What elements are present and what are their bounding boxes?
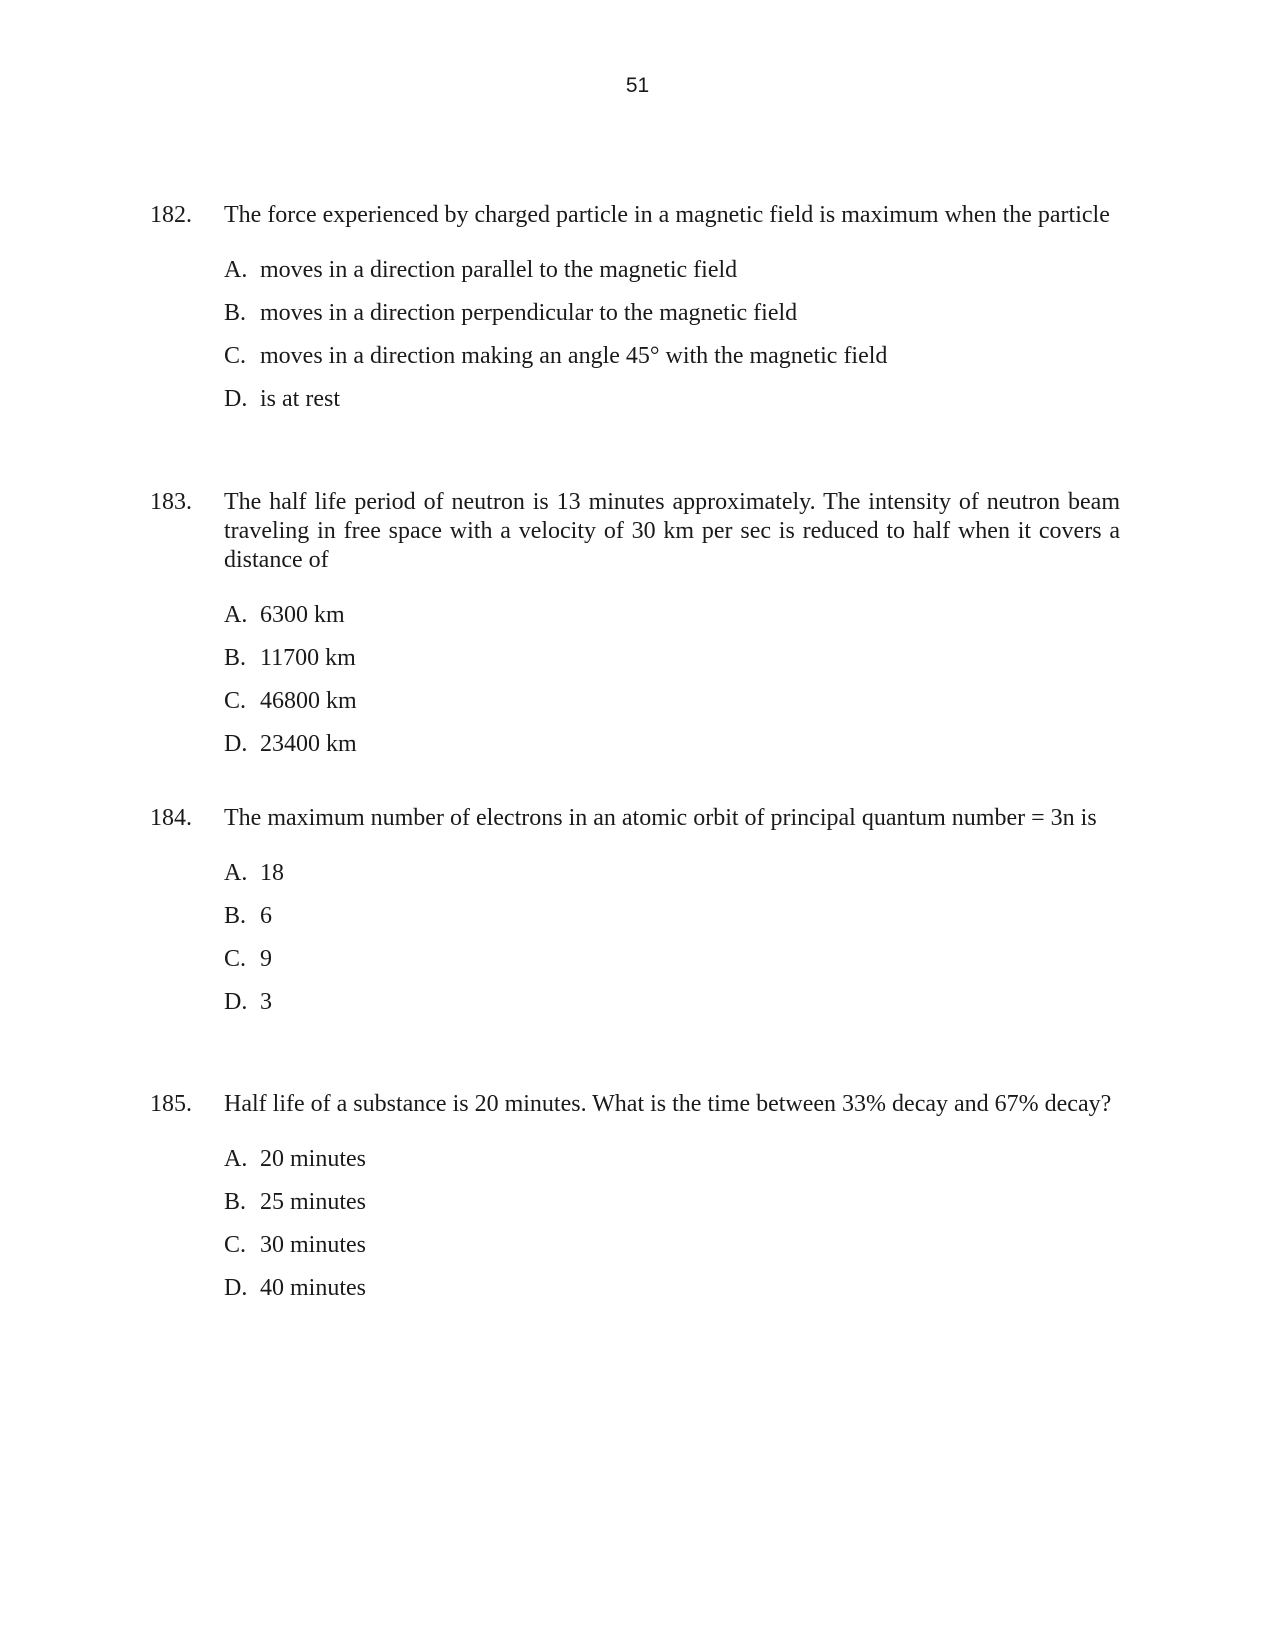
answer-options <box>224 256 1120 414</box>
option-letter: C. <box>224 1232 247 1258</box>
question-182 <box>150 201 1120 428</box>
option-text: 30 minutes <box>260 1232 366 1258</box>
option-text: 46800 km <box>260 688 357 714</box>
question-number: 183. <box>150 489 192 515</box>
option-text: 20 minutes <box>260 1146 366 1172</box>
answer-options <box>224 859 1120 1017</box>
question-text: The half life period of neutron is 13 minutes approximately. The intensity of neutron beam traveling in free space with a velocity of 30 km per sec is reduced to half when it covers a distance of <box>224 489 1120 573</box>
option-text: moves in a direction perpendicular to the magnetic field <box>260 300 798 326</box>
option-text: 40 minutes <box>260 1275 366 1301</box>
option-c <box>224 1231 1120 1260</box>
option-d <box>224 988 1120 1017</box>
question-184 <box>150 804 1120 1031</box>
option-b <box>224 902 1120 931</box>
option-d <box>224 385 1120 414</box>
option-d <box>224 730 1120 759</box>
page-number: 51 <box>625 74 650 97</box>
option-letter: B. <box>224 645 247 671</box>
option-d <box>224 1274 1120 1303</box>
question-number: 182. <box>150 202 192 228</box>
question-183 <box>150 488 1120 773</box>
option-b <box>224 299 1120 328</box>
option-a <box>224 1145 1120 1174</box>
option-letter: B. <box>224 1189 247 1215</box>
option-letter: B. <box>224 300 247 326</box>
question-number: 184. <box>150 805 192 831</box>
option-text: 25 minutes <box>260 1189 366 1215</box>
option-letter: A. <box>224 860 248 886</box>
option-letter: D. <box>224 386 248 412</box>
option-letter: A. <box>224 1146 248 1172</box>
question-text: Half life of a substance is 20 minutes. What is the time between 33% decay and 67% decay? <box>224 1091 1112 1117</box>
option-text: is at rest <box>260 386 340 412</box>
option-letter: A. <box>224 602 248 628</box>
option-text: 3 <box>260 989 272 1015</box>
option-b <box>224 1188 1120 1217</box>
option-letter: B. <box>224 903 247 929</box>
option-text: moves in a direction making an angle 45° with the magnetic field <box>260 343 888 369</box>
option-text: 18 <box>260 860 284 886</box>
option-a <box>224 601 1120 630</box>
option-text: 23400 km <box>260 731 357 757</box>
option-text: 11700 km <box>260 645 356 671</box>
answer-options <box>224 601 1120 759</box>
option-letter: D. <box>224 989 248 1015</box>
option-a <box>224 256 1120 285</box>
option-text: 6 <box>260 903 272 929</box>
option-c <box>224 342 1120 371</box>
option-letter: C. <box>224 946 247 972</box>
option-text: moves in a direction parallel to the magnetic field <box>260 257 738 283</box>
option-letter: D. <box>224 731 248 757</box>
option-letter: C. <box>224 343 247 369</box>
option-text: 9 <box>260 946 272 972</box>
question-185 <box>150 1090 1120 1317</box>
option-c <box>224 687 1120 716</box>
option-letter: D. <box>224 1275 248 1301</box>
question-text: The maximum number of electrons in an atomic orbit of principal quantum number = 3n is <box>224 805 1097 831</box>
option-c <box>224 945 1120 974</box>
question-number: 185. <box>150 1091 192 1117</box>
question-text: The force experienced by charged particle in a magnetic field is maximum when the particle <box>224 202 1110 228</box>
option-text: 6300 km <box>260 602 345 628</box>
option-letter: A. <box>224 257 248 283</box>
option-letter: C. <box>224 688 247 714</box>
answer-options <box>224 1145 1120 1303</box>
option-b <box>224 644 1120 673</box>
option-a <box>224 859 1120 888</box>
